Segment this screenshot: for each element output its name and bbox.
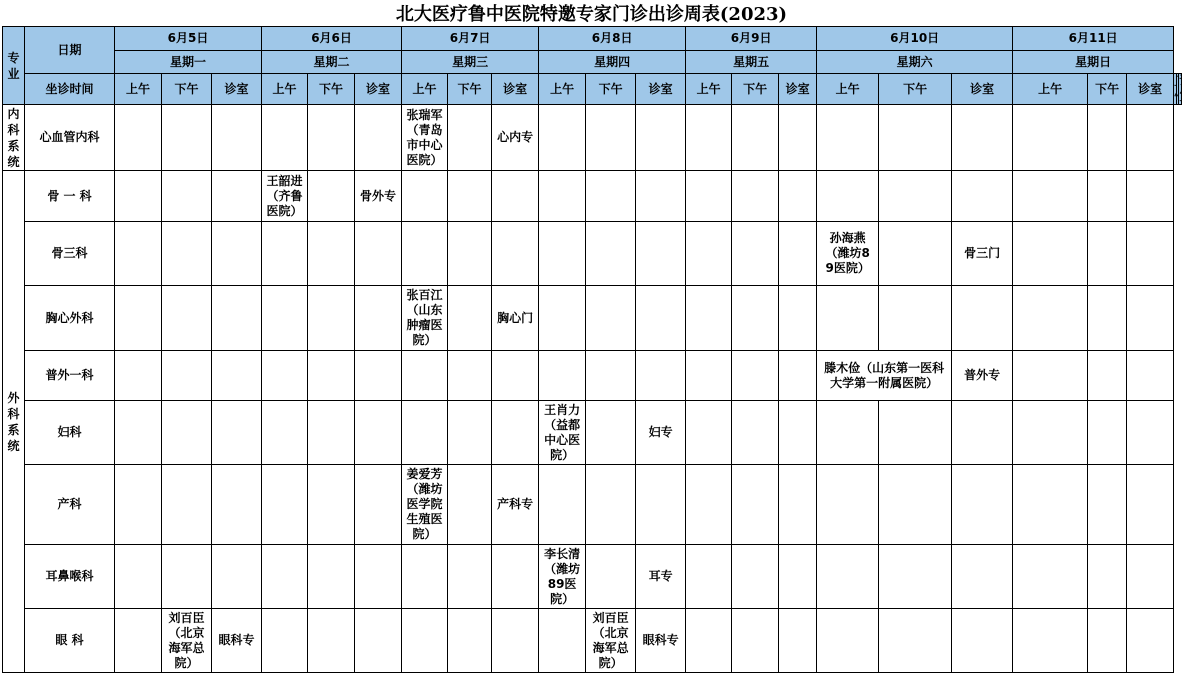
- afternoon-header: 下午: [308, 74, 355, 105]
- department-name: 眼 科: [25, 609, 115, 673]
- department-name: 骨三科: [25, 222, 115, 286]
- doctor-entry: 张百江（山东肿瘤医院）: [402, 286, 448, 351]
- afternoon-header: 下午: [448, 74, 492, 105]
- specialty-header: 专业: [3, 27, 25, 105]
- doctor-entry: 刘百臣（北京海军总院）: [586, 609, 636, 673]
- afternoon-header: 下午: [1088, 74, 1127, 105]
- room-header: [1179, 74, 1182, 105]
- room-entry: 普外专: [952, 351, 1013, 401]
- doctor-entry: 张瑞军（青岛市中心医院）: [402, 105, 448, 171]
- morning-header: 上午: [539, 74, 586, 105]
- department-name: 胸心外科: [25, 286, 115, 351]
- weekday-cell: 星期三: [402, 51, 539, 74]
- afternoon-header: 下午: [879, 74, 952, 105]
- room-header: 诊室: [492, 74, 539, 105]
- room-entry: 眼科专: [212, 609, 262, 673]
- morning-header: 上午: [115, 74, 162, 105]
- department-name: 产科: [25, 465, 115, 545]
- department-name: 心血管内科: [25, 105, 115, 171]
- doctor-entry: 刘百臣（北京海军总院）: [162, 609, 212, 673]
- afternoon-header: 下午: [586, 74, 636, 105]
- room-entry: 胸心门: [492, 286, 539, 351]
- department-name: 普外一科: [25, 351, 115, 401]
- doctor-entry: 姜爱芳（潍坊医学院生殖医院）: [402, 465, 448, 545]
- system-label-surgical: 外科系统: [3, 171, 25, 673]
- room-entry: 骨外专: [355, 171, 402, 222]
- weekday-cell: 星期二: [262, 51, 402, 74]
- room-entry: 产科专: [492, 465, 539, 545]
- system-label-internal: 内科系统: [3, 105, 25, 171]
- morning-header: 上午: [686, 74, 732, 105]
- afternoon-header: 下午: [162, 74, 212, 105]
- date-header: 日期: [25, 27, 115, 74]
- room-header: 诊室: [779, 74, 817, 105]
- department-name: 骨 一 科: [25, 171, 115, 222]
- room-entry: 心内专: [492, 105, 539, 171]
- room-header: 诊室: [355, 74, 402, 105]
- doctor-entry: 王肖力（益都中心医院）: [539, 401, 586, 465]
- date-cell: 6月7日: [402, 27, 539, 51]
- morning-header: 上午: [262, 74, 308, 105]
- room-header: 诊室: [1127, 74, 1174, 105]
- page-title: 北大医疗鲁中医院特邀专家门诊出诊周表(2023): [395, 4, 788, 25]
- doctor-entry: 王韶进（齐鲁医院）: [262, 171, 308, 222]
- room-header: 诊室: [636, 74, 686, 105]
- date-cell: 6月9日: [686, 27, 817, 51]
- room-entry: 耳专: [636, 545, 686, 609]
- date-cell: 6月5日: [115, 27, 262, 51]
- schedule-table: [2, 26, 1182, 673]
- weekday-cell: 星期五: [686, 51, 817, 74]
- room-header: 诊室: [952, 74, 1013, 105]
- morning-header: 上午: [402, 74, 448, 105]
- doctor-entry: 孙海燕（潍坊89医院）: [817, 222, 879, 286]
- morning-header: 上午: [817, 74, 879, 105]
- weekday-cell: 星期一: [115, 51, 262, 74]
- afternoon-header: 下午: [732, 74, 779, 105]
- date-cell: 6月11日: [1013, 27, 1174, 51]
- doctor-entry: 李长清（潍坊89医院）: [539, 545, 586, 609]
- doctor-entry: 滕木俭（山东第一医科大学第一附属医院）: [817, 351, 952, 401]
- date-cell: 6月10日: [817, 27, 1013, 51]
- room-entry: 眼科专: [636, 609, 686, 673]
- weekday-cell: 星期六: [817, 51, 1013, 74]
- room-entry: 骨三门: [952, 222, 1013, 286]
- date-cell: 6月6日: [262, 27, 402, 51]
- department-name: 耳鼻喉科: [25, 545, 115, 609]
- morning-header: 上午: [1013, 74, 1088, 105]
- room-entry: 妇专: [636, 401, 686, 465]
- date-cell: 6月8日: [539, 27, 686, 51]
- department-name: 妇科: [25, 401, 115, 465]
- session-time-header: 坐诊时间: [25, 74, 115, 105]
- room-header: 诊室: [212, 74, 262, 105]
- weekday-cell: 星期日: [1013, 51, 1174, 74]
- weekday-cell: 星期四: [539, 51, 686, 74]
